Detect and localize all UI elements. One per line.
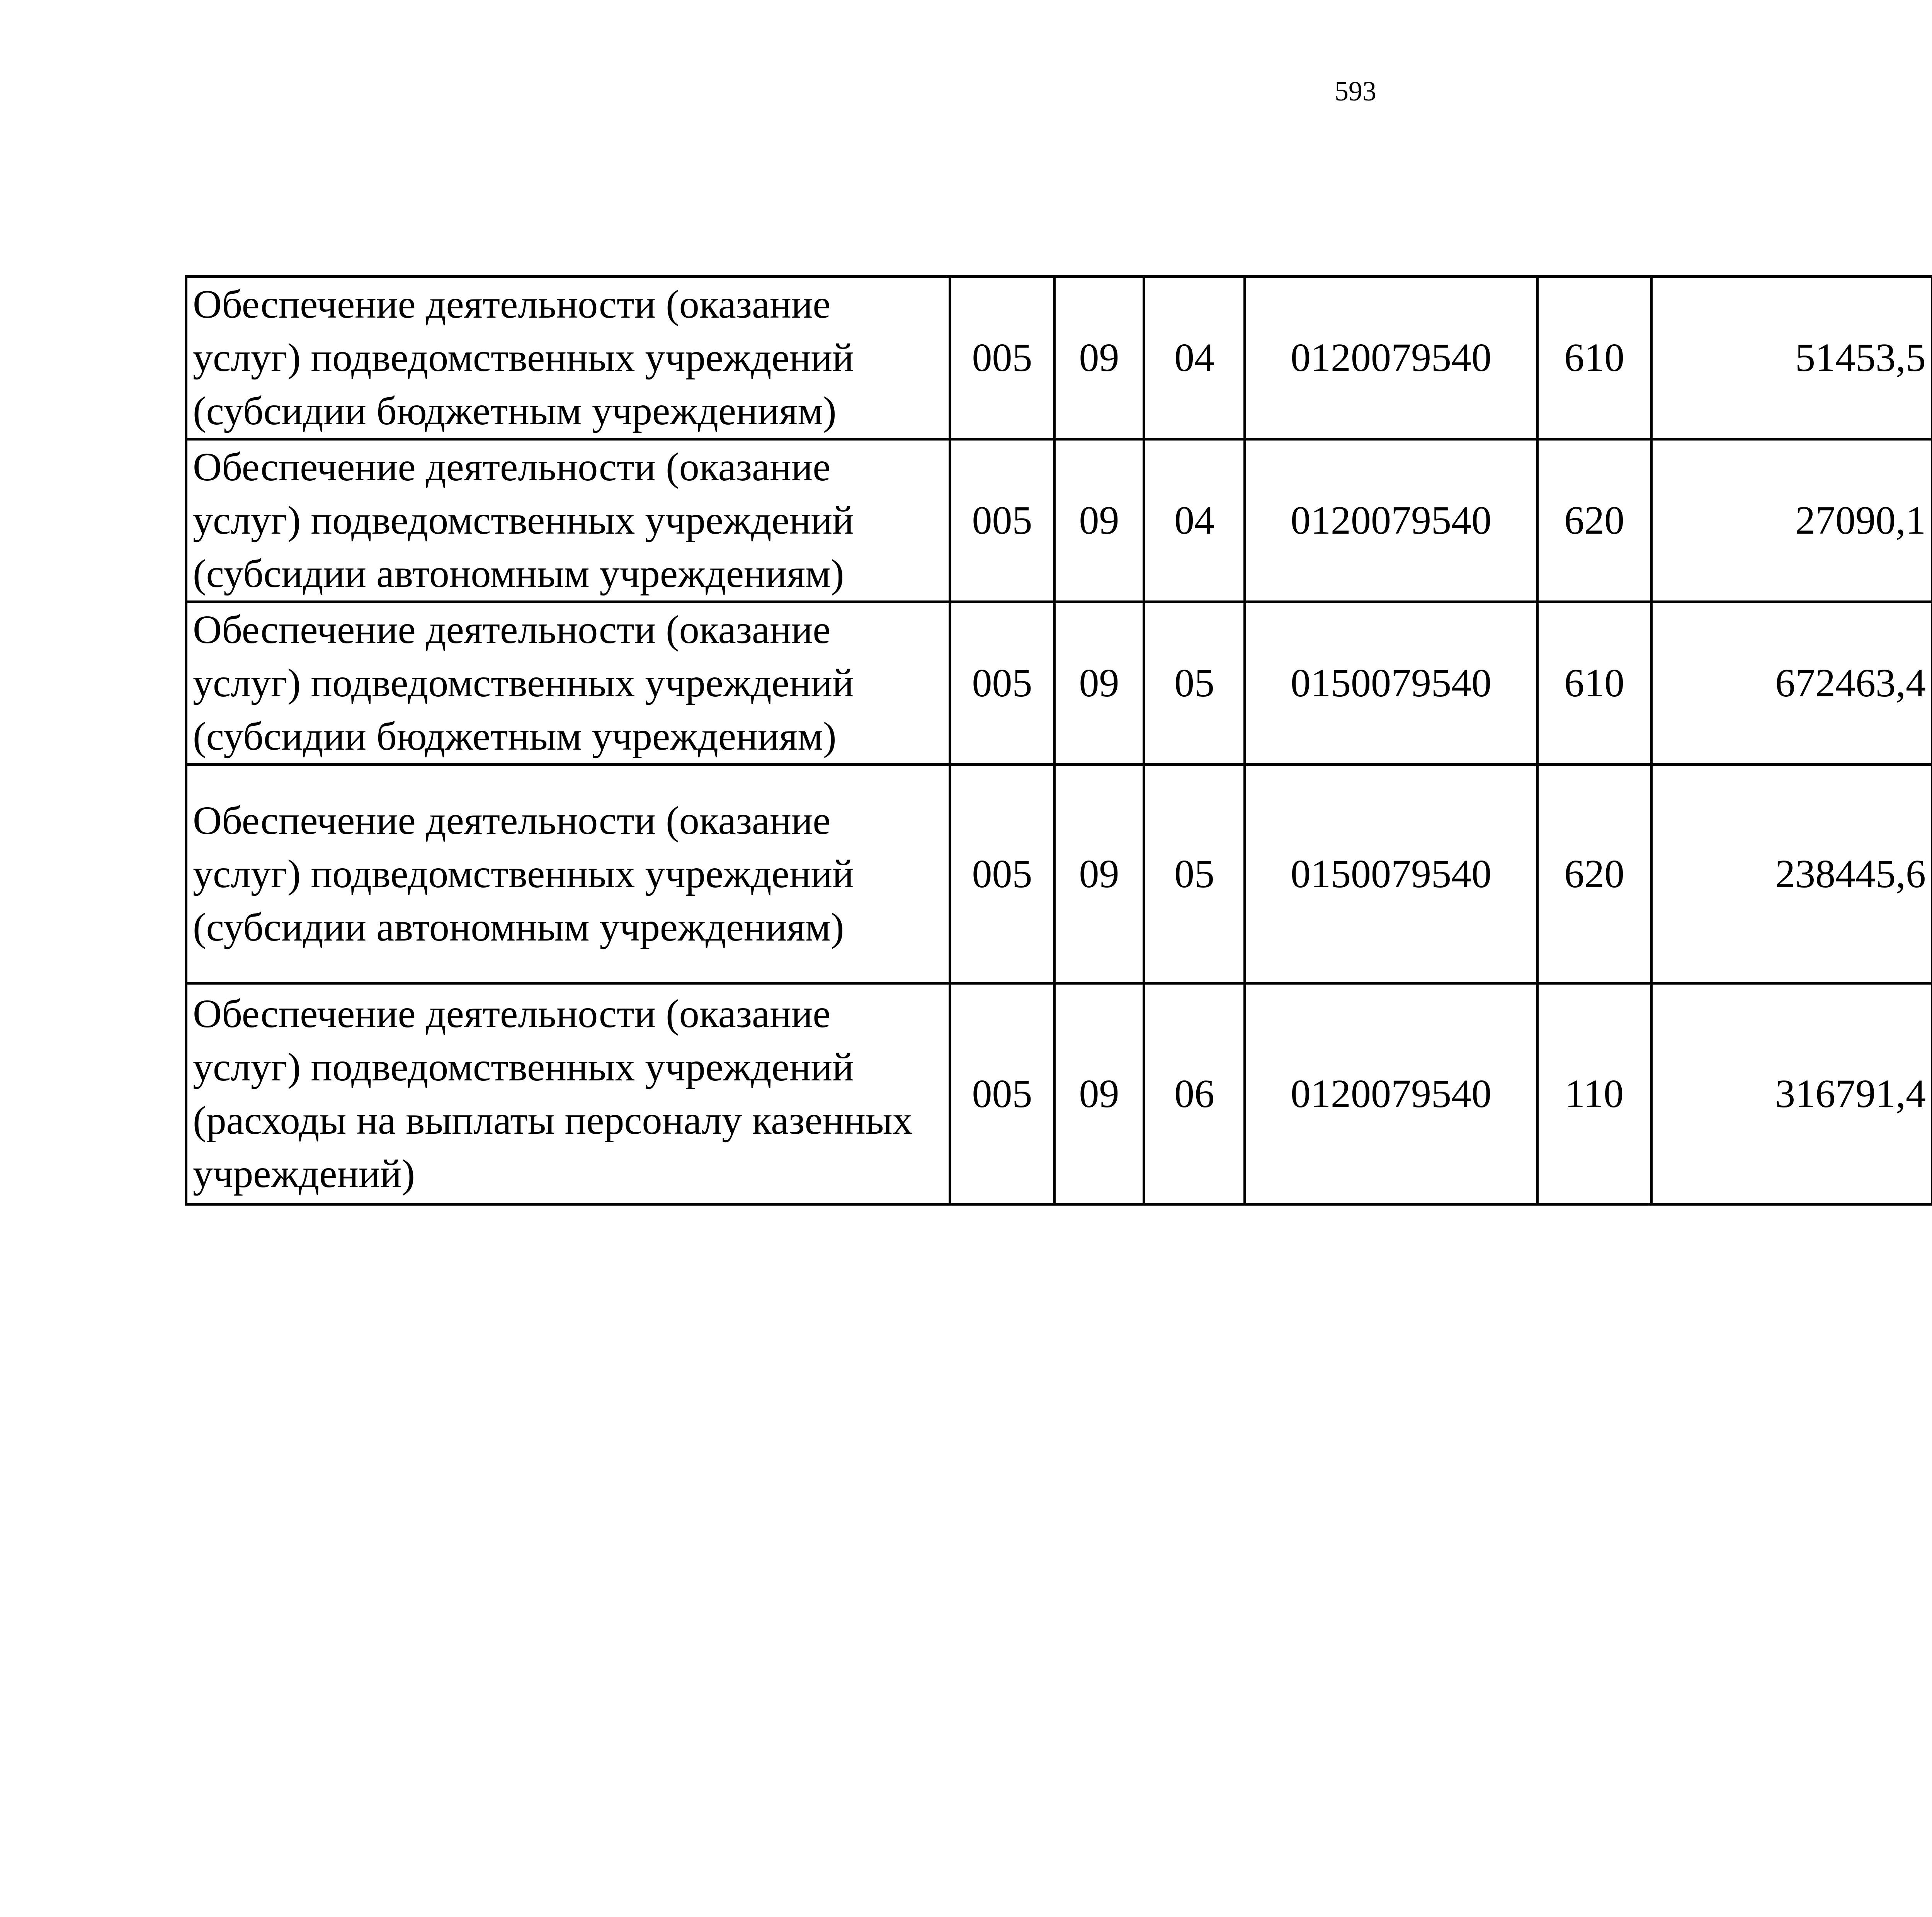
expense-type-cell: 610 xyxy=(1537,602,1651,765)
ministry-code-cell: 005 xyxy=(950,439,1054,602)
expense-type-cell: 620 xyxy=(1537,439,1651,602)
section-code-cell: 09 xyxy=(1054,439,1144,602)
target-article-cell: 0120079540 xyxy=(1245,439,1537,602)
section-code-cell: 09 xyxy=(1054,765,1144,983)
section-code-cell: 09 xyxy=(1054,602,1144,765)
expense-name-cell: Обеспечение деятельности (оказание услуг) подведомственных учреждений (субсидии автономным учреждениям) xyxy=(186,439,950,602)
table-row xyxy=(186,602,1932,765)
amount-1-cell: 27090,1 xyxy=(1651,439,1932,602)
subsection-code-cell: 05 xyxy=(1144,602,1245,765)
page-number: 593 xyxy=(1335,76,1376,107)
expense-name-cell: Обеспечение деятельности (оказание услуг) подведомственных учреждений (расходы на выплаты персоналу казенных учреждений) xyxy=(186,983,950,1204)
expense-name-cell: Обеспечение деятельности (оказание услуг) подведомственных учреждений (субсидии бюджетным учреждениям) xyxy=(186,277,950,439)
subsection-code-cell: 06 xyxy=(1144,983,1245,1204)
target-article-cell: 0150079540 xyxy=(1245,765,1537,983)
subsection-code-cell: 04 xyxy=(1144,277,1245,439)
ministry-code-cell: 005 xyxy=(950,277,1054,439)
expense-type-cell: 110 xyxy=(1537,983,1651,1204)
target-article-cell: 0120079540 xyxy=(1245,983,1537,1204)
expense-name-cell: Обеспечение деятельности (оказание услуг) подведомственных учреждений (субсидии автономным учреждениям) xyxy=(186,765,950,983)
expense-type-cell: 610 xyxy=(1537,277,1651,439)
amount-1-cell: 238445,6 xyxy=(1651,765,1932,983)
section-code-cell: 09 xyxy=(1054,983,1144,1204)
amount-1-cell: 316791,4 xyxy=(1651,983,1932,1204)
amount-1-cell: 51453,5 xyxy=(1651,277,1932,439)
target-article-cell: 0150079540 xyxy=(1245,602,1537,765)
expense-type-cell: 620 xyxy=(1537,765,1651,983)
ministry-code-cell: 005 xyxy=(950,765,1054,983)
subsection-code-cell: 05 xyxy=(1144,765,1245,983)
table-row xyxy=(186,765,1932,983)
ministry-code-cell: 005 xyxy=(950,602,1054,765)
table-row xyxy=(186,277,1932,439)
table-row xyxy=(186,439,1932,602)
budget-table xyxy=(185,275,1932,1206)
amount-1-cell: 672463,4 xyxy=(1651,602,1932,765)
ministry-code-cell: 005 xyxy=(950,983,1054,1204)
subsection-code-cell: 04 xyxy=(1144,439,1245,602)
section-code-cell: 09 xyxy=(1054,277,1144,439)
table-row xyxy=(186,983,1932,1204)
expense-name-cell: Обеспечение деятельности (оказание услуг) подведомственных учреждений (субсидии бюджетным учреждениям) xyxy=(186,602,950,765)
target-article-cell: 0120079540 xyxy=(1245,277,1537,439)
